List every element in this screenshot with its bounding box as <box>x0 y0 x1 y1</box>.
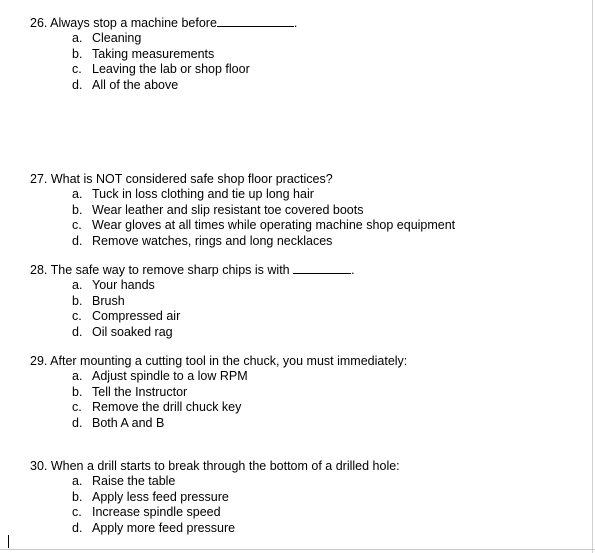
answer-blank <box>217 15 294 27</box>
option-letter: a. <box>72 474 83 488</box>
option-letter: c. <box>72 505 82 519</box>
option-b <box>30 47 297 63</box>
option-letter: c. <box>72 309 82 323</box>
option-letter: d. <box>72 520 83 535</box>
question-stem <box>30 171 455 187</box>
option-d <box>30 78 297 94</box>
option-c <box>30 400 407 416</box>
question-stem <box>30 353 407 369</box>
question-27 <box>30 171 455 249</box>
option-letter: c. <box>72 400 82 414</box>
option-text: Apply more feed pressure <box>92 520 236 535</box>
option-d <box>30 325 355 341</box>
option-text: Your hands <box>92 278 155 292</box>
option-list <box>30 474 400 536</box>
option-letter: c. <box>72 218 82 232</box>
option-letter: d. <box>72 415 83 430</box>
option-c <box>30 218 455 234</box>
option-list <box>30 31 297 93</box>
option-text: All of the above <box>92 77 179 92</box>
question-30 <box>30 458 400 536</box>
option-text: Remove watches, rings and long necklaces <box>92 233 333 248</box>
option-a <box>30 278 355 294</box>
option-text: Leaving the lab or shop floor <box>92 62 250 76</box>
option-letter: d. <box>72 324 83 339</box>
question-29 <box>30 353 407 431</box>
option-b <box>30 203 455 219</box>
option-text: Adjust spindle to a low RPM <box>92 369 248 383</box>
option-b <box>30 385 407 401</box>
option-list <box>30 187 455 249</box>
option-d <box>30 521 400 537</box>
option-list <box>30 369 407 431</box>
question-text: 29. After mounting a cutting tool in the chuck, you must immediately: <box>30 354 408 368</box>
option-letter: b. <box>72 202 83 217</box>
option-a <box>30 369 407 385</box>
page-bottom-line <box>0 549 595 550</box>
option-b <box>30 490 400 506</box>
option-letter: d. <box>72 77 83 92</box>
option-letter: b. <box>72 489 83 504</box>
page-right-border <box>592 0 593 553</box>
text-cursor <box>8 535 9 548</box>
option-text: Increase spindle speed <box>92 505 221 519</box>
question-stem <box>30 458 400 474</box>
option-text: Wear leather and slip resistant toe covered boots <box>92 202 364 217</box>
option-text: Both A and B <box>92 415 165 430</box>
option-letter: a. <box>72 369 83 383</box>
option-c <box>30 505 400 521</box>
option-a <box>30 31 297 47</box>
option-a <box>30 187 455 203</box>
option-text: Tell the Instructor <box>92 384 188 399</box>
option-text: Wear gloves at all times while operating machine shop equipment <box>92 218 456 232</box>
option-letter: a. <box>72 187 83 201</box>
option-d <box>30 416 407 432</box>
option-letter: c. <box>72 62 82 76</box>
option-b <box>30 294 355 310</box>
option-letter: a. <box>72 278 83 292</box>
question-suffix: . <box>293 16 298 30</box>
question-stem <box>30 15 297 31</box>
question-text: 27. What is NOT considered safe shop floor practices? <box>30 172 333 186</box>
option-text: Raise the table <box>92 474 176 488</box>
option-text: Oil soaked rag <box>92 324 173 339</box>
option-text: Tuck in loss clothing and tie up long hair <box>92 187 314 201</box>
question-stem <box>30 262 355 278</box>
option-letter: b. <box>72 46 83 61</box>
option-d <box>30 234 455 250</box>
option-text: Cleaning <box>92 31 142 45</box>
option-letter: b. <box>72 293 83 308</box>
question-text: 28. The safe way to remove sharp chips is with <box>30 263 290 277</box>
option-text: Brush <box>92 293 125 308</box>
question-text: 26. Always stop a machine before <box>30 16 217 30</box>
option-letter: b. <box>72 384 83 399</box>
question-suffix: . <box>351 263 355 277</box>
question-28 <box>30 262 355 340</box>
option-text: Compressed air <box>92 309 181 323</box>
option-text: Taking measurements <box>92 46 215 61</box>
option-letter: d. <box>72 233 83 248</box>
option-c <box>30 309 355 325</box>
question-26 <box>30 15 297 93</box>
option-letter: a. <box>72 31 83 45</box>
option-text: Remove the drill chuck key <box>92 400 242 414</box>
option-text: Apply less feed pressure <box>92 489 229 504</box>
option-list <box>30 278 355 340</box>
answer-blank <box>293 262 351 274</box>
option-c <box>30 62 297 78</box>
question-text: 30. When a drill starts to break through the bottom of a drilled hole: <box>30 459 400 473</box>
option-a <box>30 474 400 490</box>
